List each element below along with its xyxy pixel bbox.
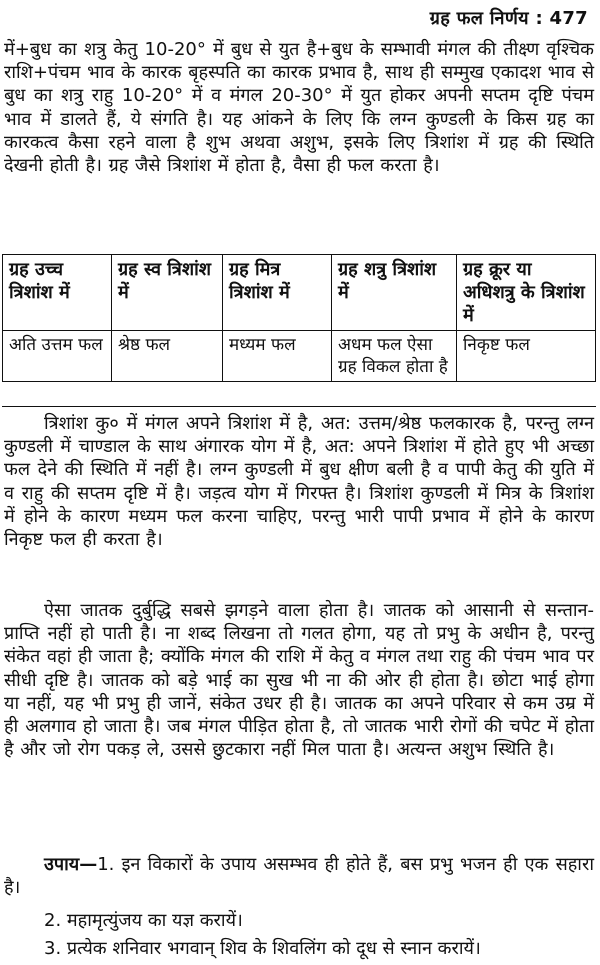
- table-cell: श्रेष्ठ फल: [112, 331, 223, 382]
- table-header-cell: ग्रह स्व त्रिशांश में: [112, 255, 223, 331]
- paragraph-native-effects: ऐसा जातक दुर्बुद्धि सबसे झगड़ने वाला होता है। जातक को आसानी से सन्तान-प्राप्ति नहीं हो पाती है। ना शब्द लिखना तो गलत होगा, यह तो प्रभु के अधीन है, परन्तु संकेत वहां ही जाता है; क्योंकि मंगल की राशि में केतु व मंगल तथा राहु की पंचम भाव पर सीधी दृष्टि है। जातक को बड़े भाई का सुख भी ना की ओर ही होता है। छोटा भाई होगा या नहीं, यह भी प्रभु ही जानें, संकेत उधर ही है। जातक का अपने परिवार से कम उम्र में ही अलगाव हो जाता है। जब मंगल पीड़ित होता है, तो जातक भारी रोगों की चपेट में होता है और जो रोग पकड़ ले, उससे छुटकारा नहीं मिल पाता है। अत्यन्त अशुभ स्थिति है।: [4, 600, 594, 761]
- table-cell: अति उत्तम फल: [3, 331, 112, 382]
- remedy-item-2: 2. महामृत्युंजय का यज्ञ करायें।: [44, 910, 243, 931]
- table-cell: मध्यम फल: [223, 331, 332, 382]
- remedy-item-1: [4, 853, 594, 899]
- remedies-label: उपाय—: [44, 854, 98, 875]
- remedy-text-1: 1. इन विकारों के उपाय असम्भव ही होते हैं, बस प्रभु भजन ही एक सहारा है।: [4, 854, 594, 899]
- section-divider: [2, 406, 596, 407]
- table-header-cell: ग्रह उच्च त्रिशांश में: [3, 255, 112, 331]
- table-header-cell: ग्रह शत्रु त्रिशांश में: [332, 255, 457, 331]
- remedy-item-3: 3. प्रत्येक शनिवार भगवान् शिव के शिवलिंग को दूध से स्नान करायें।: [44, 938, 481, 959]
- table-header-row: [3, 255, 596, 331]
- table-row: [3, 331, 596, 382]
- paragraph-mars-analysis: त्रिशांश कु० में मंगल अपने त्रिशांश में है, अत: उत्तम/श्रेष्ठ फलकारक है, परन्तु लग्न कुण्डली में चाण्डाल के साथ अंगारक योग में है, अत: अपने त्रिशांश में होते हुए भी अच्छा फल देने की स्थिति में नहीं है। लग्न कुण्डली में बुध क्षीण बली है व पापी केतु की युति में व राहु की सप्तम दृष्टि में है। जड़त्व योग में गिरफ्त है। त्रिशांश कुण्डली में मित्र के त्रिशांश में होने के कारण मध्यम फल करना चाहिए, परन्तु भारी पापी प्रभाव में होने के कारण निकृष्ट फल ही करता है।: [4, 413, 594, 551]
- table-cell: निकृष्ट फल: [457, 331, 596, 382]
- paragraph-planet-combination: में+बुध का शत्रु केतु 10-20° में बुध से युत है+बुध के सम्भावी मंगल की तीक्ष्ण वृश्चिक राशि+पंचम भाव के कारक बृहस्पति का कारक प्रभाव है, साथ ही सम्मुख एकादश भाव से बुध का शत्रु राहु 10-20° में व मंगल 20-30° में युत होकर अपनी सप्तम दृष्टि पंचम भाव में डालते हैं, ये संगति है। यह आंकने के लिए कि लग्न कुण्डली के किस ग्रह का कारकत्व कैसा रहने वाला है शुभ अथवा अशुभ, इसके लिए त्रिशांश में ग्रह की स्थिति देखनी होती है। ग्रह जैसे त्रिशांश में होता है, वैसा ही फल करता है।: [4, 39, 594, 177]
- table-cell: अधम फल ऐसा ग्रह विकल होता है: [332, 331, 457, 382]
- trishamsh-results-table: [2, 254, 596, 382]
- table-header-cell: ग्रह मित्र त्रिशांश में: [223, 255, 332, 331]
- table-header-cell: ग्रह क्रूर या अधिशत्रु के त्रिशांश में: [457, 255, 596, 331]
- running-header: ग्रह फल निर्णय : 477: [429, 8, 588, 29]
